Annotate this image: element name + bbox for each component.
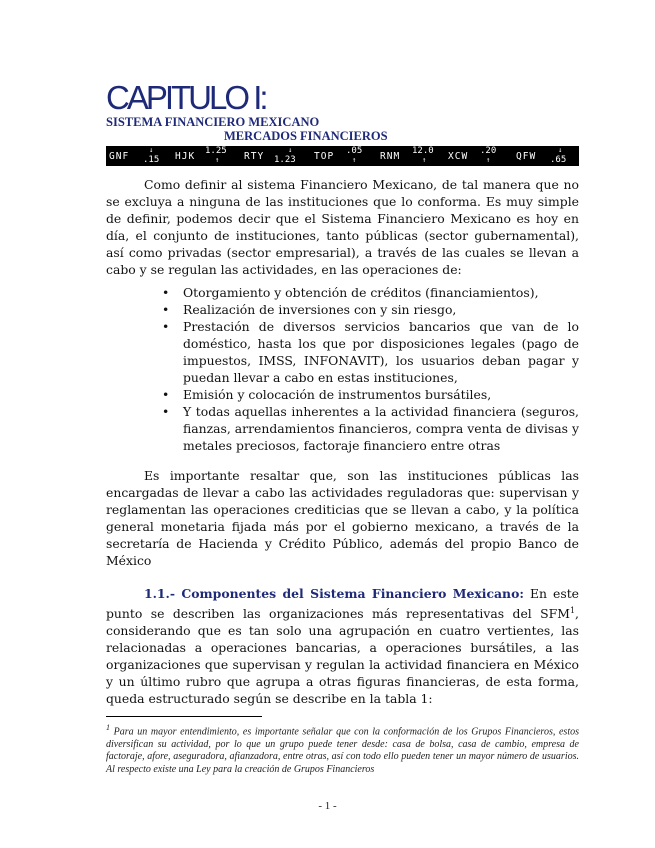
ticker-symbol: RNM [380, 151, 401, 162]
list-item [160, 284, 579, 301]
section-text: En este punto se describen las organizaciones más representativas del SFM [106, 586, 580, 622]
section-heading: 1.1.- Componentes del Sistema Financiero Mexicano: [144, 586, 524, 601]
chapter-title: CAPITULO I: [106, 79, 266, 116]
components-paragraph [106, 585, 579, 707]
bullet-icon: • [162, 285, 170, 300]
ticker-value: .15 [143, 155, 160, 165]
footnote-text: Para un mayor entendimiento, es importante señalar que con la conformación de los Grupos Financieros, estos diversifican su actividad, por lo que un grupo puede tener desde: casa de bolsa, casa de cambio, empresa de factoraje, afore, aseguradora, afianzadora, entre otras, así con todo ello pueden tener un mayor número de usuarios. Al respecto existe una Ley para la creación de Grupos Financieros [106, 726, 579, 775]
ticker-symbol: QFW [516, 151, 537, 162]
regulation-paragraph: Es importante resaltar que, son las instituciones públicas las encargadas de llevar a cabo las actividades reguladoras que: supervisan y reglamentan las operaciones crediticias que se llevan a cabo, y la política general monetaria fijada más por el gobierno mexicano, a través de la secretaría de Hacienda y Crédito Público, además del propio Banco de México [106, 468, 579, 568]
arrow-down-icon: ↓ [149, 146, 154, 154]
section-text: , considerando que es tan solo una agrupación en cuatro vertientes, las relacionadas a operaciones bancarias, a operaciones bursátiles, a las organizaciones que supervisan y regulan la actividad financiera en México y un último rubro que agrupa a otras figuras financieras, de esta forma, queda estructurado según se describe en la tabla 1: [106, 606, 579, 707]
ticker-symbol: RTY [244, 151, 265, 162]
arrow-up-icon: ↑ [422, 156, 427, 164]
intro-paragraph: Como definir al sistema Financiero Mexicano, de tal manera que no se excluya a ninguna de las instituciones que lo conforma. Es muy simple de definir, podemos decir que el Sistema Financiero Mexicano es hoy en día, el conjunto de instituciones, tanto públicas (sector gubernamental), así como privadas (sector empresarial), a través de las cuales se llevan a cabo y se regulan las actividades, en las operaciones de: [106, 177, 579, 277]
arrow-up-icon: ↑ [486, 156, 491, 164]
ticker-value: .05 [346, 146, 363, 156]
list-item [160, 301, 579, 318]
ticker-symbol: TOP [314, 151, 335, 162]
bullet-icon: • [162, 319, 170, 334]
ticker-value: .20 [480, 146, 497, 156]
list-item-text: Realización de inversiones con y sin riesgo, [183, 302, 457, 317]
list-item [160, 386, 579, 403]
arrow-up-icon: ↑ [215, 156, 220, 164]
ticker-symbol: GNF [109, 151, 130, 162]
arrow-up-icon: ↑ [352, 156, 357, 164]
list-item-text: Emisión y colocación de instrumentos bursátiles, [183, 387, 492, 402]
bullet-icon: • [162, 404, 170, 419]
ticker-symbol: XCW [448, 151, 469, 162]
bullet-icon: • [162, 302, 170, 317]
list-item-text: Prestación de diversos servicios bancarios que van de lo doméstico, hasta los que por disposiciones legales (pago de impuestos, IMSS, INFONAVIT), los usuarios deban pagar y puedan llevar a cabo en estas instituciones, [183, 319, 579, 385]
list-item [160, 403, 579, 454]
footnote-divider [106, 716, 262, 717]
ticker-value: 1.25 [205, 146, 227, 156]
footnote [106, 722, 579, 776]
arrow-down-icon: ↓ [558, 146, 563, 154]
bullet-icon: • [162, 387, 170, 402]
list-item-text: Otorgamiento y obtención de créditos (financiamientos), [183, 285, 539, 300]
chapter-subtitle-markets: MERCADOS FINANCIEROS [224, 129, 388, 143]
page-number: - 1 - [318, 800, 337, 812]
ticker-value: .65 [550, 155, 567, 165]
arrow-down-icon: ↓ [288, 146, 293, 154]
footnote-mark: 1 [106, 723, 110, 732]
ticker-symbol: HJK [175, 151, 196, 162]
list-item-text: Y todas aquellas inherentes a la actividad financiera (seguros, fianzas, arrendamientos financieros, compra venta de divisas y metales preciosos, factoraje financiero entre otras [183, 404, 579, 453]
footnote-reference[interactable]: 1 [569, 606, 576, 615]
list-item [160, 318, 579, 386]
ticker-value: 12.0 [412, 146, 434, 156]
activities-list [160, 284, 579, 454]
ticker-value: 1.23 [274, 155, 296, 165]
stock-ticker-banner [106, 146, 579, 166]
chapter-subtitle-system: SISTEMA FINANCIERO MEXICANO [106, 115, 320, 129]
